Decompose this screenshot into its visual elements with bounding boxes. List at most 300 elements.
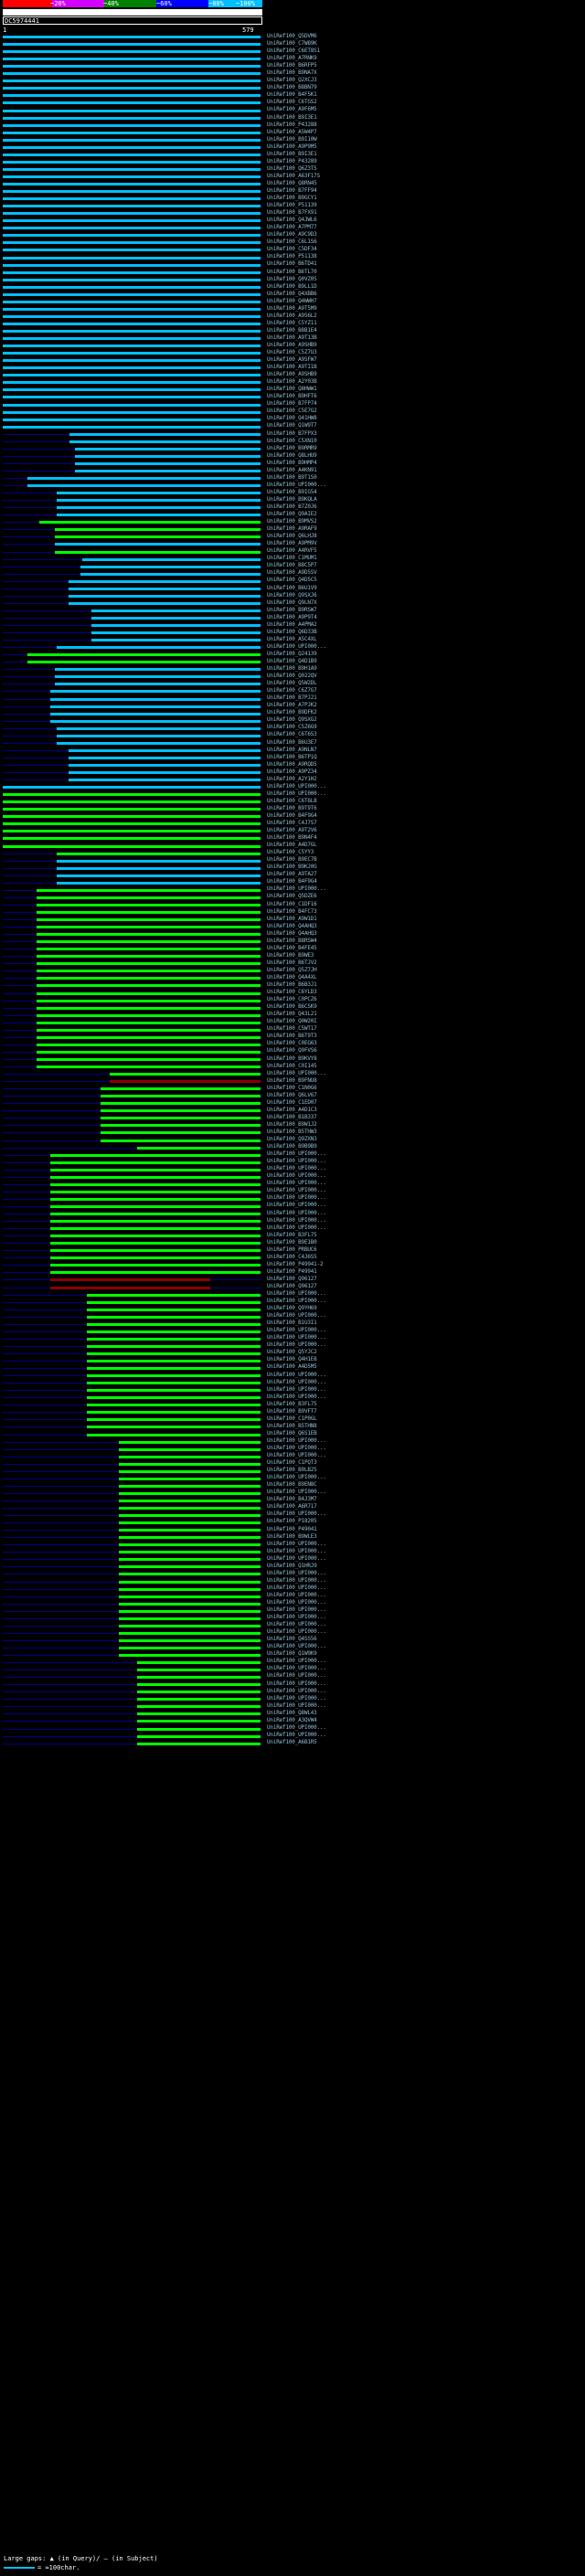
accession-label[interactable]: UniRef100_B9KJ0G [267, 864, 317, 871]
accession-label[interactable]: UniRef100_Q5YJC2 [267, 1349, 317, 1356]
accession-label[interactable]: UniRef100_B1B337 [267, 1113, 317, 1120]
hit-bar[interactable] [50, 1227, 261, 1230]
hit-bar[interactable] [3, 352, 261, 355]
hit-bar[interactable] [3, 146, 261, 149]
hit-bar[interactable] [50, 1176, 261, 1179]
accession-label[interactable]: UniRef100_UPI000... [267, 1723, 326, 1731]
accession-label[interactable]: UniRef100_UPI000... [267, 1452, 326, 1459]
hit-bar[interactable] [55, 675, 261, 678]
accession-label[interactable]: UniRef100_P18205 [267, 1518, 317, 1525]
accession-label[interactable]: UniRef100_B6B3J1 [267, 981, 317, 989]
accession-label[interactable]: UniRef100_UPI000... [267, 1694, 326, 1701]
hit-bar[interactable] [3, 381, 261, 384]
accession-label[interactable]: UniRef100_UPI000... [267, 1591, 326, 1598]
accession-label[interactable]: UniRef100_UPI000... [267, 1216, 326, 1224]
accession-label[interactable]: UniRef100_B7Z0J6 [267, 504, 317, 510]
accession-label[interactable]: UniRef100_B4FE45 [267, 944, 317, 951]
accession-label[interactable]: UniRef100_B9MVS2 [267, 518, 317, 525]
hit-bar[interactable] [3, 65, 261, 68]
hit-bar[interactable] [50, 1198, 261, 1201]
accession-label[interactable]: UniRef100_B9WE3 [267, 951, 314, 959]
hit-bar[interactable] [110, 1080, 261, 1083]
accession-label[interactable]: UniRef100_A7PM77 [267, 224, 317, 231]
hit-bar[interactable] [137, 1698, 261, 1701]
accession-label[interactable]: UniRef100_B9EC7B [267, 856, 317, 864]
accession-label[interactable]: UniRef100_UPI000... [267, 1680, 326, 1687]
hit-bar[interactable] [50, 1256, 261, 1259]
accession-label[interactable]: UniRef100_B4J3M7 [267, 1496, 317, 1503]
accession-label[interactable]: UniRef100_B1U3I1 [267, 1320, 317, 1327]
accession-label[interactable]: UniRef100_UPI000... [267, 1385, 326, 1393]
accession-label[interactable]: UniRef100_Q9LN7X [267, 599, 317, 606]
hit-bar[interactable] [50, 1235, 261, 1237]
accession-label[interactable]: UniRef100_B6TJV2 [267, 959, 317, 966]
hit-bar[interactable] [80, 573, 261, 576]
hit-bar[interactable] [39, 521, 261, 524]
accession-label[interactable]: UniRef100_UPI000... [267, 1202, 326, 1209]
hit-bar[interactable] [119, 1456, 261, 1458]
accession-label[interactable]: UniRef100_C1MUM1 [267, 555, 317, 562]
accession-label[interactable]: UniRef100_Q6LV67 [267, 1091, 317, 1098]
accession-label[interactable]: UniRef100_Q4JWL6 [267, 217, 317, 224]
hit-bar[interactable] [87, 1360, 261, 1362]
accession-label[interactable]: UniRef100_Q4AHQ3 [267, 929, 317, 937]
hit-bar[interactable] [37, 1044, 261, 1046]
accession-label[interactable]: UniRef100_Q96127 [267, 1282, 317, 1289]
accession-label[interactable]: UniRef100_C5DF34 [267, 246, 317, 253]
hit-bar[interactable] [119, 1588, 261, 1591]
accession-label[interactable]: UniRef100_UPI000... [267, 1378, 326, 1385]
hit-bar[interactable] [3, 212, 261, 215]
accession-label[interactable]: UniRef100_UPI000... [267, 1628, 326, 1636]
accession-label[interactable]: UniRef100_B8C5P7 [267, 562, 317, 569]
hit-bar[interactable] [3, 786, 261, 789]
accession-label[interactable]: UniRef100_B9T1S0 [267, 473, 317, 481]
hit-bar[interactable] [55, 535, 261, 538]
hit-bar[interactable] [3, 227, 261, 229]
hit-bar[interactable] [3, 396, 261, 398]
accession-label[interactable]: UniRef100_C7W89K [267, 40, 317, 48]
hit-bar[interactable] [37, 918, 261, 921]
accession-label[interactable]: UniRef100_C1P0GL [267, 1415, 317, 1422]
accession-label[interactable]: UniRef100_Q5W2DL [267, 680, 317, 687]
hit-bar[interactable] [119, 1529, 261, 1532]
accession-label[interactable]: UniRef100_Q4WWH7 [267, 297, 317, 304]
accession-label[interactable]: UniRef100_Q2XCJ3 [267, 77, 317, 84]
hit-bar[interactable] [3, 219, 261, 222]
hit-bar[interactable] [119, 1536, 261, 1539]
hit-bar[interactable] [50, 720, 261, 723]
hit-bar[interactable] [3, 323, 261, 325]
accession-label[interactable]: UniRef100_A9PZ34 [267, 768, 317, 775]
accession-label[interactable]: UniRef100_B9H1A9 [267, 665, 317, 673]
hit-bar[interactable] [69, 771, 261, 774]
accession-label[interactable]: UniRef100_A9TI1B [267, 364, 317, 371]
hit-bar[interactable] [119, 1610, 261, 1613]
accession-label[interactable]: UniRef100_Q9FVS6 [267, 1047, 317, 1055]
hit-bar[interactable] [50, 698, 261, 701]
accession-label[interactable]: UniRef100_P43288 [267, 121, 317, 128]
hit-bar[interactable] [87, 1426, 261, 1428]
hit-bar[interactable] [69, 595, 261, 598]
accession-label[interactable]: UniRef100_UPI000... [267, 1687, 326, 1694]
hit-bar[interactable] [119, 1478, 261, 1480]
hit-bar[interactable] [3, 264, 261, 267]
hit-bar[interactable] [119, 1647, 261, 1649]
accession-label[interactable]: UniRef100_A2Y03B [267, 378, 317, 386]
accession-label[interactable]: UniRef100_UPI000... [267, 1554, 326, 1562]
accession-label[interactable]: UniRef100_UPI000... [267, 885, 326, 893]
hit-bar[interactable] [37, 1036, 261, 1039]
hit-bar[interactable] [75, 455, 261, 458]
accession-label[interactable]: UniRef100_A9SFW7 [267, 356, 317, 364]
accession-label[interactable]: UniRef100_B9B9B9 [267, 1143, 317, 1150]
hit-bar[interactable] [119, 1448, 261, 1451]
hit-bar[interactable] [69, 588, 261, 590]
accession-label[interactable]: UniRef100_Q4A4XL [267, 974, 317, 981]
accession-label[interactable]: UniRef100_P49041 [267, 1525, 317, 1532]
accession-label[interactable]: UniRef100_UPI000... [267, 1165, 326, 1172]
accession-label[interactable]: UniRef100_A9T13B [267, 334, 317, 341]
hit-bar[interactable] [3, 330, 261, 333]
accession-label[interactable]: UniRef100_C1ED07 [267, 1098, 317, 1106]
hit-bar[interactable] [69, 580, 261, 583]
accession-label[interactable]: UniRef100_B7FPX3 [267, 429, 317, 437]
accession-label[interactable]: UniRef100_Q5Z7JH [267, 966, 317, 973]
hit-bar[interactable] [37, 1022, 261, 1024]
accession-label[interactable]: UniRef100_UPI000... [267, 1436, 326, 1444]
hit-bar[interactable] [91, 631, 261, 634]
accession-label[interactable]: UniRef100_B9N4F4 [267, 834, 317, 842]
accession-label[interactable]: UniRef100_B9HMP4 [267, 459, 317, 466]
accession-label[interactable]: UniRef100_B9WLE3 [267, 1532, 317, 1540]
hit-bar[interactable] [3, 124, 261, 127]
accession-label[interactable]: UniRef100_B4F5K1 [267, 91, 317, 99]
accession-label[interactable]: UniRef100_A9RAF9 [267, 525, 317, 533]
accession-label[interactable]: UniRef100_Q6LHJ8 [267, 533, 317, 540]
accession-label[interactable]: UniRef100_UPI000... [267, 642, 326, 650]
hit-bar[interactable] [37, 955, 261, 958]
hit-bar[interactable] [87, 1309, 261, 1311]
hit-bar[interactable] [37, 904, 261, 906]
accession-label[interactable]: UniRef100_A9S6L2 [267, 312, 317, 319]
accession-label[interactable]: UniRef100_UPI000... [267, 481, 326, 488]
accession-label[interactable]: UniRef100_B6TD41 [267, 260, 317, 268]
hit-bar[interactable] [37, 911, 261, 914]
hit-bar[interactable] [3, 271, 261, 274]
hit-bar[interactable] [87, 1301, 261, 1304]
accession-label[interactable]: UniRef100_C1DF16 [267, 900, 317, 907]
hit-bar[interactable] [75, 462, 261, 465]
accession-label[interactable]: UniRef100_B7FX91 [267, 209, 317, 217]
hit-bar[interactable] [137, 1705, 261, 1708]
accession-label[interactable]: UniRef100_A9T2V6 [267, 827, 317, 834]
accession-label[interactable]: UniRef100_UPI000... [267, 1569, 326, 1576]
hit-bar[interactable] [27, 477, 261, 480]
hit-bar[interactable] [50, 1191, 261, 1193]
hit-bar[interactable] [55, 543, 261, 546]
accession-label[interactable]: UniRef100_UPI000... [267, 1598, 326, 1606]
hit-bar[interactable] [3, 286, 261, 289]
hit-bar[interactable] [50, 1183, 261, 1186]
accession-label[interactable]: UniRef100_C6T6L8 [267, 797, 317, 804]
accession-label[interactable]: UniRef100_B6RFP5 [267, 62, 317, 69]
hit-bar[interactable] [27, 653, 261, 656]
accession-label[interactable]: UniRef100_B6U1V9 [267, 584, 317, 591]
hit-bar[interactable] [3, 241, 261, 244]
hit-bar[interactable] [87, 1418, 261, 1421]
hit-bar[interactable] [101, 1140, 261, 1142]
accession-label[interactable]: UniRef100_UPI000... [267, 1547, 326, 1554]
hit-bar[interactable] [57, 867, 261, 870]
hit-bar[interactable] [3, 419, 261, 421]
hit-bar[interactable] [119, 1558, 261, 1561]
hit-bar[interactable] [87, 1396, 261, 1399]
accession-label[interactable]: UniRef100_A9RQD5 [267, 760, 317, 768]
accession-label[interactable]: UniRef100_Q8LHU9 [267, 451, 317, 459]
accession-label[interactable]: UniRef100_C1PQT3 [267, 1459, 317, 1467]
accession-label[interactable]: UniRef100_B9E1B0 [267, 1238, 317, 1246]
hit-bar[interactable] [37, 1029, 261, 1032]
hit-bar[interactable] [119, 1521, 261, 1524]
hit-bar[interactable] [37, 1058, 261, 1061]
hit-bar[interactable] [137, 1728, 261, 1731]
accession-label[interactable]: UniRef100_A9NLN7 [267, 746, 317, 753]
accession-label[interactable]: UniRef100_UPI000... [267, 1150, 326, 1158]
hit-bar[interactable] [119, 1492, 261, 1495]
accession-label[interactable]: UniRef100_B9LL1D [267, 282, 317, 290]
accession-label[interactable]: UniRef100_B9EN8C [267, 1481, 317, 1489]
hit-bar[interactable] [75, 448, 261, 451]
accession-label[interactable]: UniRef100_A4PMA2 [267, 620, 317, 628]
hit-bar[interactable] [50, 1161, 261, 1164]
hit-bar[interactable] [101, 1087, 261, 1090]
accession-label[interactable]: UniRef100_B9RSW7 [267, 606, 317, 613]
hit-bar[interactable] [27, 484, 261, 487]
hit-bar[interactable] [37, 1065, 261, 1068]
accession-label[interactable]: UniRef100_Q4D1B9 [267, 657, 317, 664]
accession-label[interactable]: UniRef100_C6YLD3 [267, 989, 317, 996]
hit-bar[interactable] [55, 668, 261, 671]
hit-bar[interactable] [69, 440, 261, 443]
accession-label[interactable]: UniRef100_C6Z7G7 [267, 687, 317, 694]
hit-bar[interactable] [119, 1507, 261, 1510]
hit-bar[interactable] [55, 683, 261, 685]
hit-bar[interactable] [57, 860, 261, 863]
accession-label[interactable]: UniRef100_B9I10W [267, 135, 317, 143]
hit-bar[interactable] [57, 882, 261, 885]
accession-label[interactable]: UniRef100_B4F9G4 [267, 878, 317, 885]
hit-bar[interactable] [3, 168, 261, 171]
hit-bar[interactable] [27, 661, 261, 663]
accession-label[interactable]: UniRef100_UPI000... [267, 1393, 326, 1400]
hit-bar[interactable] [57, 492, 261, 494]
hit-bar[interactable] [137, 1691, 261, 1693]
hit-bar[interactable] [69, 757, 261, 759]
hit-bar[interactable] [101, 1117, 261, 1119]
accession-label[interactable]: UniRef100_A3QVW4 [267, 1716, 317, 1723]
accession-label[interactable]: UniRef100_Q6D33B [267, 628, 317, 635]
accession-label[interactable]: UniRef100_B4F9G4 [267, 811, 317, 819]
accession-label[interactable]: UniRef100_P49941-2 [267, 1260, 324, 1267]
hit-bar[interactable] [137, 1669, 261, 1671]
accession-label[interactable]: UniRef100_B9I3E1 [267, 113, 317, 121]
accession-label[interactable]: UniRef100_B9FNU8 [267, 1076, 317, 1084]
hit-bar[interactable] [3, 388, 261, 391]
accession-label[interactable]: UniRef100_UPI000... [267, 1606, 326, 1614]
hit-bar[interactable] [3, 43, 261, 46]
hit-bar[interactable] [110, 1073, 261, 1076]
hit-bar[interactable] [37, 970, 261, 972]
hit-bar[interactable] [50, 1242, 261, 1245]
hit-bar[interactable] [50, 1271, 261, 1274]
accession-label[interactable]: UniRef100_Q24139 [267, 650, 317, 657]
accession-label[interactable]: UniRef100_C6L1S6 [267, 239, 317, 246]
accession-label[interactable]: UniRef100_UPI000... [267, 1172, 326, 1180]
accession-label[interactable]: UniRef100_Q9AIE2 [267, 511, 317, 518]
hit-bar[interactable] [137, 1683, 261, 1686]
accession-label[interactable]: UniRef100_A2Y1H2 [267, 775, 317, 782]
hit-bar[interactable] [87, 1338, 261, 1341]
hit-bar[interactable] [119, 1581, 261, 1584]
accession-label[interactable]: UniRef100_Q96127 [267, 1275, 317, 1282]
accession-label[interactable]: UniRef100_Q9SXJ6 [267, 591, 317, 599]
hit-bar[interactable] [101, 1124, 261, 1127]
hit-bar[interactable] [87, 1367, 261, 1370]
accession-label[interactable]: UniRef100_UPI000... [267, 1194, 326, 1202]
hit-bar[interactable] [3, 249, 261, 251]
accession-label[interactable]: UniRef100_UPI000... [267, 1731, 326, 1738]
hit-bar[interactable] [3, 426, 261, 429]
hit-bar[interactable] [3, 374, 261, 376]
hit-bar[interactable] [137, 1743, 261, 1745]
accession-label[interactable]: UniRef100_P43289 [267, 157, 317, 164]
accession-label[interactable]: UniRef100_C5YZ11 [267, 319, 317, 326]
accession-label[interactable]: UniRef100_UPI000... [267, 1341, 326, 1349]
hit-bar[interactable] [119, 1654, 261, 1657]
hit-bar[interactable] [57, 499, 261, 502]
hit-bar[interactable] [69, 764, 261, 767]
hit-bar[interactable] [57, 875, 261, 877]
hit-bar[interactable] [37, 984, 261, 987]
accession-label[interactable]: UniRef100_Q0VZ05 [267, 275, 317, 282]
accession-label[interactable]: UniRef100_B8RSW4 [267, 937, 317, 944]
hit-bar[interactable] [3, 301, 261, 303]
accession-label[interactable]: UniRef100_Q1HRJ9 [267, 1562, 317, 1569]
accession-label[interactable]: UniRef100_UPI000... [267, 1576, 326, 1584]
hit-bar[interactable] [3, 845, 261, 848]
accession-label[interactable]: UniRef100_C5E7G2 [267, 408, 317, 415]
accession-label[interactable]: UniRef100_B6T9T3 [267, 1033, 317, 1040]
hit-bar[interactable] [37, 889, 261, 892]
hit-bar[interactable] [3, 72, 261, 75]
accession-label[interactable]: UniRef100_B9KQLA [267, 495, 317, 503]
accession-label[interactable]: UniRef100_UPI000... [267, 1643, 326, 1650]
hit-bar[interactable] [50, 713, 261, 716]
hit-bar[interactable] [57, 727, 261, 730]
accession-label[interactable]: UniRef100_UPI000... [267, 1290, 326, 1298]
hit-bar[interactable] [37, 926, 261, 928]
accession-label[interactable]: UniRef100_A9TA27 [267, 871, 317, 878]
hit-bar[interactable] [87, 1404, 261, 1406]
hit-bar[interactable] [3, 80, 261, 82]
accession-label[interactable]: UniRef100_B5THW3 [267, 1128, 317, 1135]
hit-bar[interactable] [3, 315, 261, 318]
hit-bar[interactable] [3, 161, 261, 164]
accession-label[interactable]: UniRef100_A9SHB9 [267, 371, 317, 378]
hit-bar[interactable] [3, 101, 261, 104]
accession-label[interactable]: UniRef100_A4D5M5 [267, 1363, 317, 1371]
accession-label[interactable]: UniRef100_A63F17S [267, 172, 321, 179]
hit-bar[interactable] [3, 205, 261, 207]
accession-label[interactable]: UniRef100_P51139 [267, 202, 317, 209]
hit-bar[interactable] [119, 1485, 261, 1488]
accession-label[interactable]: UniRef100_B6TP1Q [267, 753, 317, 760]
accession-label[interactable]: UniRef100_UPI000... [267, 1298, 326, 1305]
hit-bar[interactable] [3, 94, 261, 97]
accession-label[interactable]: UniRef100_B9I3E1 [267, 150, 317, 157]
hit-bar[interactable] [3, 190, 261, 193]
accession-label[interactable]: UniRef100_UPI000... [267, 1224, 326, 1231]
accession-label[interactable]: UniRef100_A9W1D1 [267, 915, 317, 922]
hit-bar[interactable] [119, 1632, 261, 1635]
accession-label[interactable]: UniRef100_A9F6M5 [267, 106, 317, 113]
accession-label[interactable]: UniRef100_B9IG54 [267, 488, 317, 495]
accession-label[interactable]: UniRef100_B4FC73 [267, 907, 317, 915]
accession-label[interactable]: UniRef100_C4J7S7 [267, 820, 317, 827]
hit-bar[interactable] [91, 610, 261, 612]
accession-label[interactable]: UniRef100_C4J6S5 [267, 1253, 317, 1260]
hit-bar[interactable] [119, 1639, 261, 1642]
hit-bar[interactable] [101, 1131, 261, 1134]
hit-bar[interactable] [50, 690, 261, 693]
accession-label[interactable]: UniRef100_UPI000... [267, 1511, 326, 1518]
hit-bar[interactable] [119, 1551, 261, 1553]
accession-label[interactable]: UniRef100_Q9ZXN3 [267, 1136, 317, 1143]
accession-label[interactable]: UniRef100_UPI000... [267, 1371, 326, 1378]
accession-label[interactable]: UniRef100_Q4AHQ3 [267, 922, 317, 929]
accession-label[interactable]: UniRef100_C5Z6G9 [267, 724, 317, 731]
hit-bar[interactable] [3, 175, 261, 178]
hit-bar[interactable] [50, 1220, 261, 1223]
accession-label[interactable]: UniRef100_UPI000... [267, 1187, 326, 1194]
accession-label[interactable]: UniRef100_B9RMR9 [267, 444, 317, 451]
accession-label[interactable]: UniRef100_A9D5SV [267, 569, 317, 577]
hit-bar[interactable] [87, 1316, 261, 1319]
hit-bar[interactable] [50, 1213, 261, 1215]
hit-bar[interactable] [87, 1374, 261, 1377]
hit-bar[interactable] [87, 1330, 261, 1333]
hit-bar[interactable] [137, 1147, 261, 1150]
hit-bar[interactable] [3, 58, 261, 60]
accession-label[interactable]: UniRef100_P51138 [267, 253, 317, 260]
accession-label[interactable]: UniRef100_UPI000... [267, 1158, 326, 1165]
hit-bar[interactable] [137, 1720, 261, 1723]
accession-label[interactable]: UniRef100_B9NA7X [267, 69, 317, 77]
accession-label[interactable]: UniRef100_UPI000... [267, 1445, 326, 1451]
hit-bar[interactable] [3, 257, 261, 260]
accession-label[interactable]: UniRef100_Q4H1E8 [267, 1356, 317, 1363]
accession-label[interactable]: UniRef100_Q0W20I [267, 1018, 317, 1025]
hit-bar[interactable] [50, 1205, 261, 1208]
hit-bar[interactable] [101, 1095, 261, 1097]
accession-label[interactable]: UniRef100_A4KN91 [267, 466, 317, 473]
hit-bar[interactable] [3, 808, 261, 811]
hit-bar[interactable] [57, 853, 261, 855]
hit-bar[interactable] [57, 742, 261, 745]
accession-label[interactable]: UniRef100_Q8RN45 [267, 179, 317, 186]
accession-label[interactable]: UniRef100_B5THN8 [267, 1422, 317, 1429]
